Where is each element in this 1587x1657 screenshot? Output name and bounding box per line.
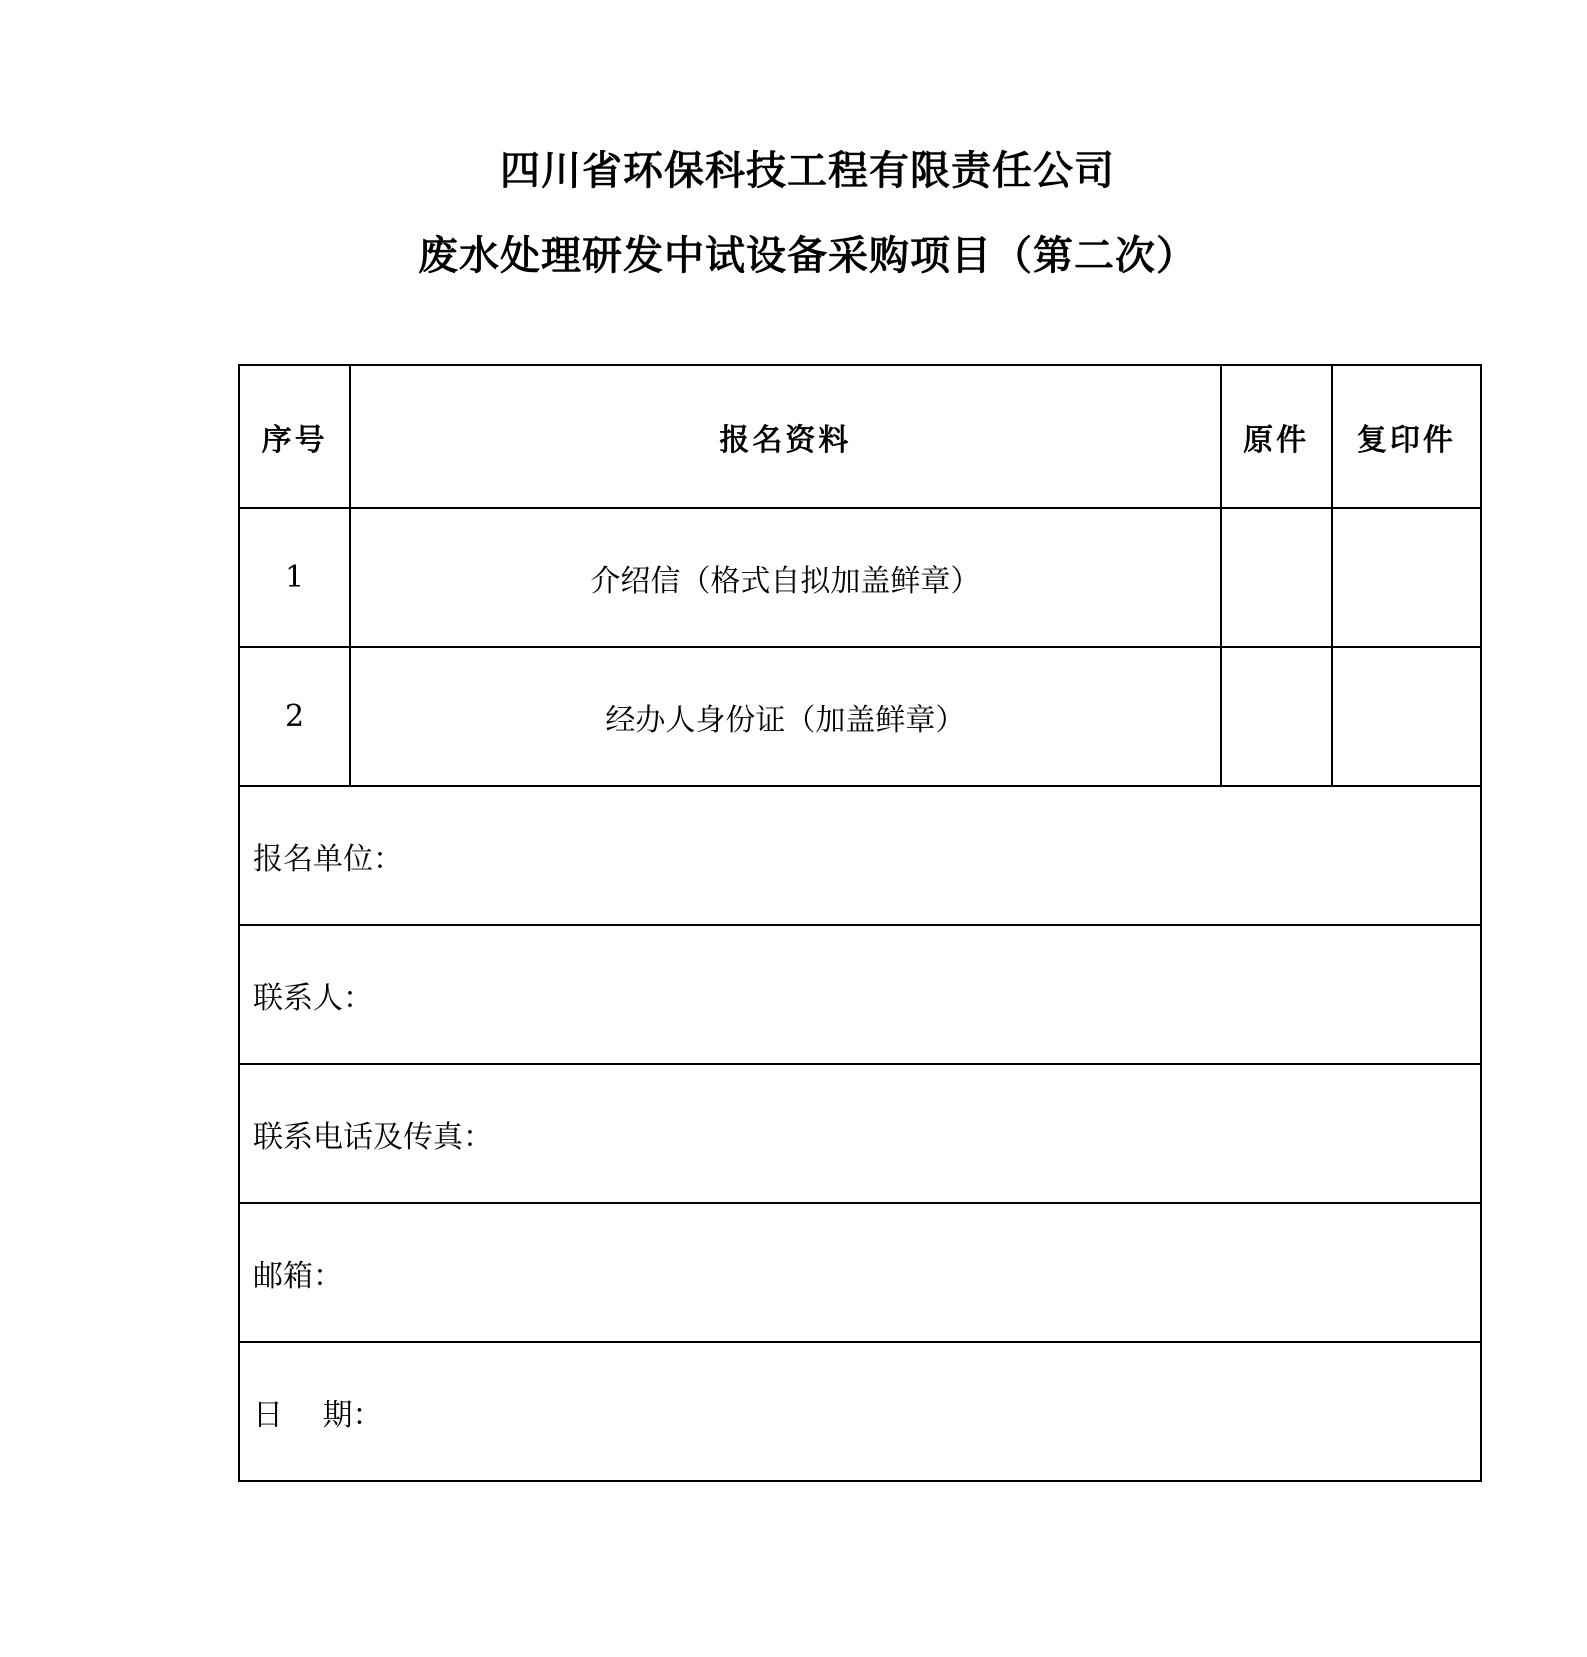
table-row-email [239, 1203, 1481, 1342]
col-header-serial-number: 序号 [239, 365, 350, 508]
cell-material-name: 介绍信（格式自拟加盖鲜章） [350, 508, 1220, 647]
col-header-registration-materials: 报名资料 [350, 365, 1220, 508]
email-label: 邮箱： [239, 1203, 1481, 1342]
date-label: 日 期： [239, 1342, 1481, 1481]
document-title: 四川省环保科技工程有限责任公司 [500, 147, 1115, 194]
table-row [239, 508, 1481, 647]
cell-serial-number: 2 [239, 647, 350, 786]
col-header-original: 原件 [1221, 365, 1332, 508]
cell-copy-checkbox-area [1332, 508, 1481, 647]
document-subtitle: 废水处理研发中试设备采购项目（第二次） [418, 232, 1197, 279]
cell-original-checkbox-area [1221, 508, 1332, 647]
table-row-registration-unit [239, 786, 1481, 925]
registration-table [238, 364, 1482, 1482]
cell-original-checkbox-area [1221, 647, 1332, 786]
table-row-contact-person [239, 925, 1481, 1064]
document-headings [28, 0, 1587, 284]
contact-person-label: 联系人： [239, 925, 1481, 1064]
table-row [239, 647, 1481, 786]
table-row-date [239, 1342, 1481, 1481]
col-header-copy: 复印件 [1332, 365, 1481, 508]
table-header-row [239, 365, 1481, 508]
cell-serial-number: 1 [239, 508, 350, 647]
cell-material-name: 经办人身份证（加盖鲜章） [350, 647, 1220, 786]
phone-fax-label: 联系电话及传真： [239, 1064, 1481, 1203]
table-row-phone-fax [239, 1064, 1481, 1203]
cell-copy-checkbox-area [1332, 647, 1481, 786]
registration-unit-label: 报名单位： [239, 786, 1481, 925]
